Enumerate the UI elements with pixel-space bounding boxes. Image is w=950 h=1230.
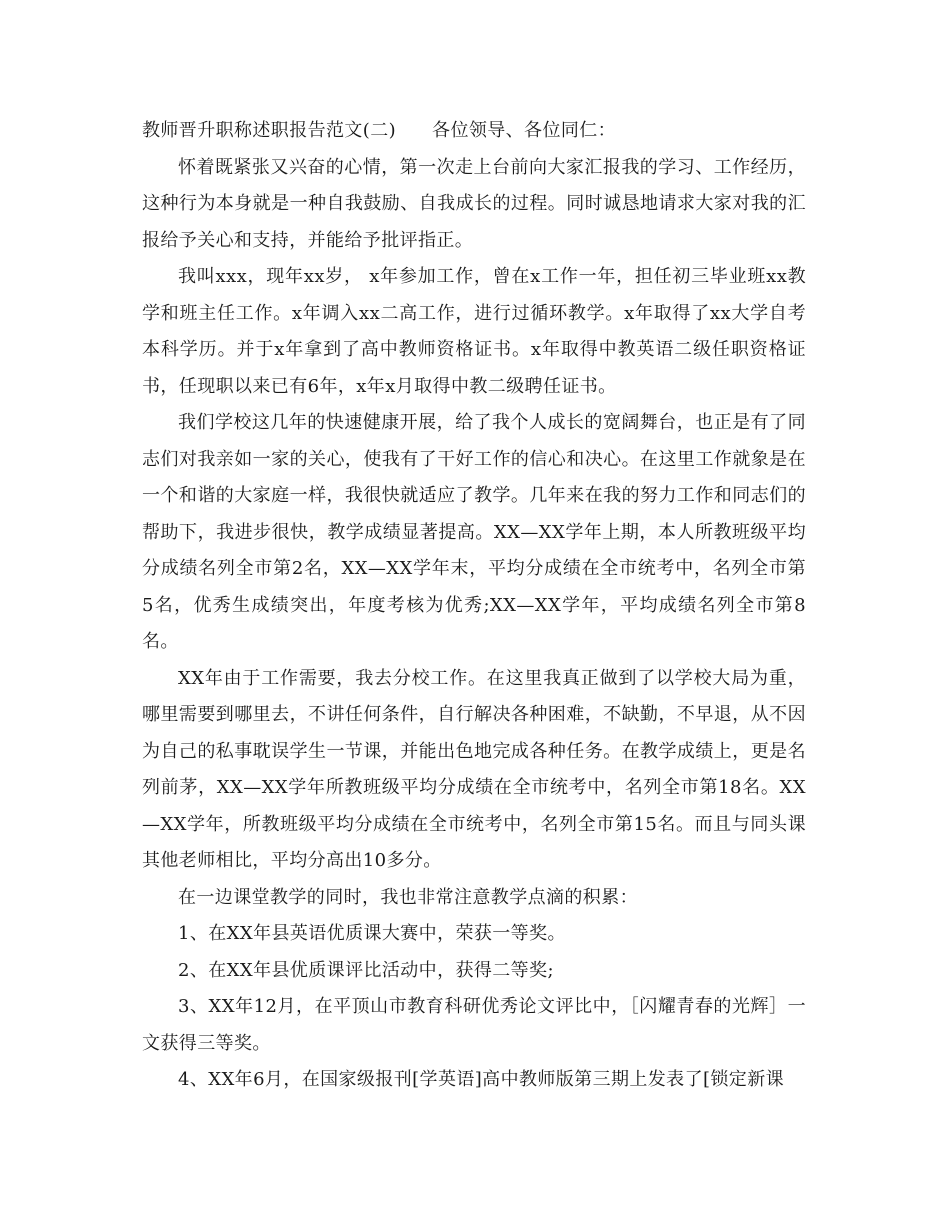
paragraph-intro: 怀着既紧张又兴奋的心情，第一次走上台前向大家汇报我的学习、工作经历，这种行为本身就是一种自我鼓励、自我成长的过程。同时诚恳地请求大家对我的汇报给予关心和支持，并能给予批评指正。: [142, 156, 806, 251]
document-body: [142, 113, 806, 1099]
paragraph-branch-school: XX年由于工作需要，我去分校工作。在这里我真正做到了以学校大局为重，哪里需要到哪里去，不讲任何条件，自行解决各种困难，不缺勤，不早退，从不因为自己的私事耽误学生一节课，并能出色地完成各种任务。在教学成绩上，更是名列前茅，XX—XX学年所教班级平均分成绩在全市统考中，名列全市第18名。XX—XX学年，所教班级平均分成绩在全市统考中，名列全市第15名。而且与同头课其他老师相比，平均分高出10多分。: [142, 667, 806, 871]
paragraph-school-growth: 我们学校这几年的快速健康开展，给了我个人成长的宽阔舞台，也正是有了同志们对我亲如一家的关心，使我有了干好工作的信心和决心。在这里工作就象是在一个和谐的大家庭一样，我很快就适应了教学。几年来在我的努力工作和同志们的帮助下，我进步很快，教学成绩显著提高。XX—XX学年上期，本人所教班级平均分成绩名列全市第2名，XX—XX学年末，平均分成绩在全市统考中，名列全市第5名，优秀生成绩突出，年度考核为优秀;XX—XX学年，平均成绩名列全市第8名。: [142, 412, 806, 652]
achievement-item: 1、在XX年县英语优质课大赛中，荣获一等奖。: [178, 923, 566, 944]
achievement-item: 4、XX年6月，在国家级报刊[学英语]高中教师版第三期上发表了[锁定新课: [178, 1069, 784, 1090]
salutation: 各位领导、各位同仁：: [432, 120, 617, 141]
paragraph-achievements-intro: 在一边课堂教学的同时，我也非常注意教学点滴的积累：: [178, 886, 638, 908]
paragraph-background: 我叫xxx，现年xx岁， x年参加工作，曾在x工作一年，担任初三毕业班xx教学和班主任工作。x年调入xx二高工作，进行过循环教学。x年取得了xx大学自考本科学历。并于x年拿到了高中教师资格证书。x年取得中教英语二级任职资格证书，任现职以来已有6年，x年x月取得中教二级聘任证书。: [142, 266, 806, 397]
title-line: [142, 113, 806, 150]
achievement-item: 3、XX年12月，在平顶山市教育科研优秀论文评比中，［闪耀青春的光辉］一文获得三等奖。: [142, 996, 806, 1054]
achievement-item: 2、在XX年县优质课评比活动中，获得二等奖;: [178, 959, 554, 981]
document-title: 教师晋升职称述职报告范文(二): [142, 120, 397, 141]
